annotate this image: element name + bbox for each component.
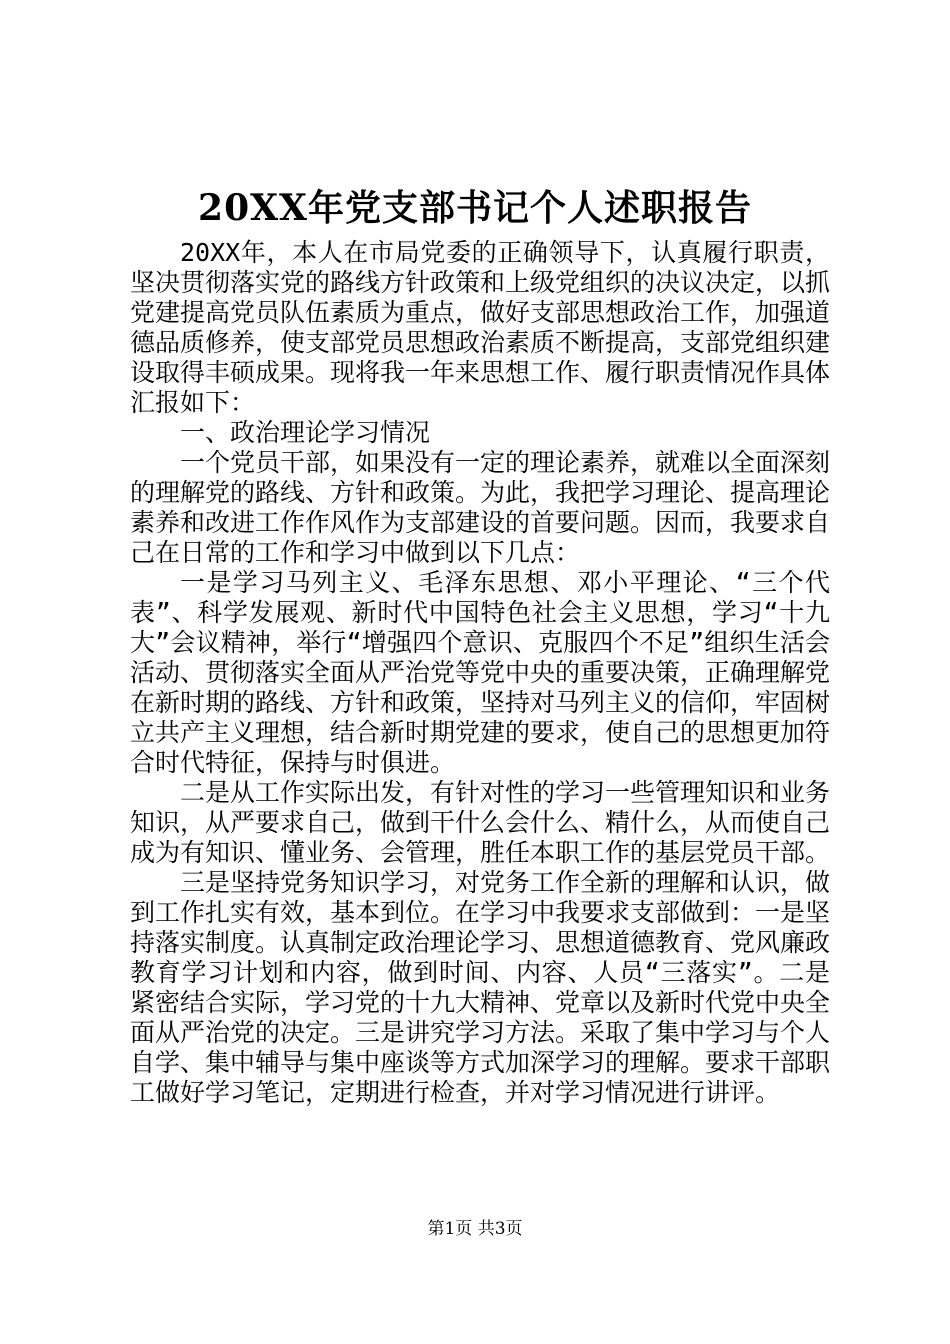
document-title: 20XX年党支部书记个人述职报告 (198, 187, 752, 229)
section-heading-political-study: 一、政治理论学习情况 (180, 418, 431, 447)
page-number-footer: 第1页 共3页 (427, 1219, 523, 1239)
paragraph-point-three: 三是坚持党务知识学习，对党务工作全新的理解和认识，做到工作扎实有效，基本到位。在学习中我要求支部做到：一是坚持落实制度。认真制定政治理论学习、思想道德教育、党风廉政教育学习计划和内容，做到时间、内容、人员“三落实”。二是紧密结合实际，学习党的十九大精神、党章以及新时代党中央全面从严治党的决定。三是讲究学习方法。采取了集中学习与个人自学、集中辅导与集中座谈等方式加深学习的理解。要求干部职工做好学习笔记，定期进行检查，并对学习情况进行讲评。 (130, 868, 831, 1107)
paragraph-theory: 一个党员干部，如果没有一定的理论素养，就难以全面深刻的理解党的路线、方针和政策。为此，我把学习理论、提高理论素养和改进工作作风作为支部建设的首要问题。因而，我要求自己在日常的工作和学习中做到以下几点： (130, 448, 831, 567)
document-body (130, 238, 830, 1108)
paragraph-point-two: 二是从工作实际出发，有针对性的学习一些管理知识和业务知识，从严要求自己，做到干什么会什么、精什么，从而使自己成为有知识、懂业务、会管理，胜任本职工作的基层党员干部。 (130, 778, 831, 867)
paragraph-point-one: 一是学习马列主义、毛泽东思想、邓小平理论、“三个代表”、科学发展观、新时代中国特色社会主义思想，学习“十九大”会议精神，举行“增强四个意识、克服四个不足”组织生活会活动、贯彻落实全面从严治党等党中央的重要决策，正确理解党在新时期的路线、方针和政策，坚持对马列主义的信仰，牢固树立共产主义理想，结合新时期党建的要求，使自己的思想更加符合时代特征，保持与时俱进。 (130, 568, 831, 777)
paragraph-intro: 20XX年，本人在市局党委的正确领导下，认真履行职责，坚决贯彻落实党的路线方针政策和上级党组织的决议决定，以抓党建提高党员队伍素质为重点，做好支部思想政治工作，加强道德品质修养，使支部党员思想政治素质不断提高，支部党组织建设取得丰硕成果。现将我一年来思想工作、履行职责情况作具体汇报如下： (130, 238, 831, 417)
